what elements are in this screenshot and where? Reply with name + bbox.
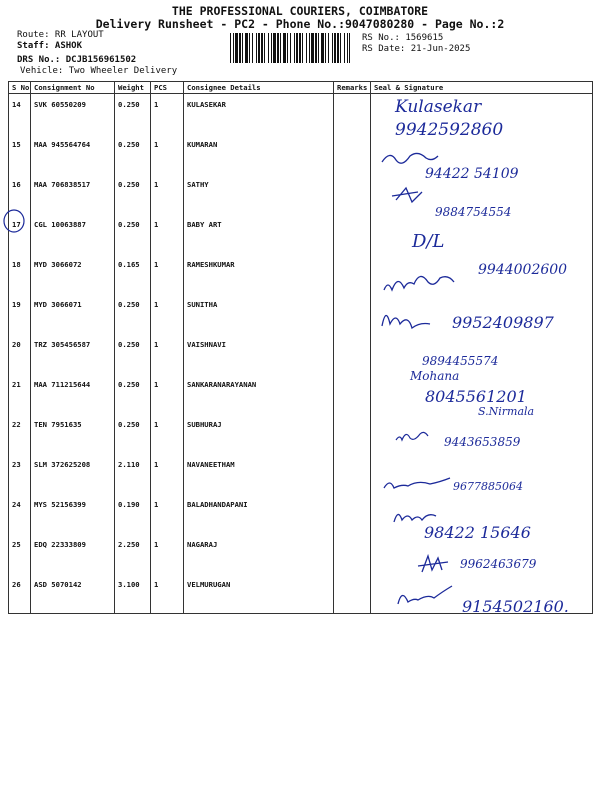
cell-pcs: 1 — [151, 454, 184, 494]
cell-weight: 0.165 — [115, 254, 151, 294]
barcode — [230, 33, 350, 63]
barcode-bar — [311, 33, 314, 63]
barcode-bar — [258, 33, 260, 63]
cell-sno: 26 — [9, 574, 31, 614]
handwritten-phone: 9884754554 — [435, 205, 512, 219]
cell-pcs: 1 — [151, 414, 184, 454]
barcode-bar — [347, 33, 348, 63]
barcode-bar — [235, 33, 238, 63]
barcode-bar — [290, 33, 291, 63]
cell-weight: 0.190 — [115, 494, 151, 534]
barcode-bar — [271, 33, 272, 63]
cell-sno: 15 — [9, 134, 31, 174]
cell-signature — [371, 334, 593, 374]
table-row — [9, 294, 593, 334]
barcode-bar — [230, 33, 231, 63]
table-row — [9, 334, 593, 374]
table-row — [9, 454, 593, 494]
barcode-bar — [287, 33, 288, 63]
cell-remarks — [334, 174, 371, 214]
cell-consignment: CGL 10063887 — [31, 214, 115, 254]
table-header-row — [9, 82, 593, 94]
cell-signature — [371, 134, 593, 174]
cell-weight: 0.250 — [115, 174, 151, 214]
handwritten-mark: D/L — [412, 231, 445, 252]
cell-signature — [371, 574, 593, 614]
cell-weight: 3.100 — [115, 574, 151, 614]
cell-consignee: BABY ART — [184, 214, 334, 254]
barcode-bar — [264, 33, 265, 63]
cell-pcs: 1 — [151, 374, 184, 414]
table-row — [9, 494, 593, 534]
cell-consignee: BALADHANDAPANI — [184, 494, 334, 534]
table-row — [9, 534, 593, 574]
runsheet-table — [8, 81, 593, 614]
cell-sno: 23 — [9, 454, 31, 494]
barcode-bar — [268, 33, 269, 63]
company-title: THE PROFESSIONAL COURIERS, COIMBATORE — [171, 4, 429, 18]
cell-consignee: VELMURUGAN — [184, 574, 334, 614]
barcode-bar — [296, 33, 298, 63]
handwritten-phone: 9894455574 — [422, 354, 499, 368]
cell-consignee: SATHY — [184, 174, 334, 214]
cell-weight: 0.250 — [115, 374, 151, 414]
barcode-bar — [256, 33, 257, 63]
table-row — [9, 214, 593, 254]
cell-consignment: MYD 3066071 — [31, 294, 115, 334]
cell-consignee: VAISHNAVI — [184, 334, 334, 374]
cell-weight: 0.250 — [115, 334, 151, 374]
cell-signature — [371, 174, 593, 214]
rs-number: RS No.: 1569615 — [362, 33, 444, 43]
table-row — [9, 134, 593, 174]
cell-remarks — [334, 214, 371, 254]
cell-signature — [371, 534, 593, 574]
cell-sno: 18 — [9, 254, 31, 294]
cell-pcs: 1 — [151, 94, 184, 134]
handwritten-phone: 9677885064 — [453, 480, 523, 493]
barcode-bar — [318, 33, 319, 63]
staff-label: Staff: ASHOK — [17, 41, 83, 51]
cell-pcs: 1 — [151, 214, 184, 254]
cell-weight: 0.250 — [115, 94, 151, 134]
handwritten-phone: 9942592860 — [395, 120, 504, 140]
cell-sno: 25 — [9, 534, 31, 574]
cell-consignment: TRZ 305456587 — [31, 334, 115, 374]
barcode-bar — [337, 33, 339, 63]
barcode-bar — [245, 33, 248, 63]
barcode-bar — [349, 33, 350, 63]
cell-sno: 16 — [9, 174, 31, 214]
barcode-bar — [344, 33, 345, 63]
barcode-bar — [277, 33, 279, 63]
cell-consignee: NAVANEETHAM — [184, 454, 334, 494]
table-row — [9, 574, 593, 614]
handwritten-name: S.Nirmala — [478, 405, 535, 418]
barcode-bar — [280, 33, 281, 63]
barcode-bar — [309, 33, 310, 63]
cell-signature — [371, 94, 593, 134]
cell-consignee: KUMARAN — [184, 134, 334, 174]
cell-remarks — [334, 534, 371, 574]
cell-consignee: RAMESHKUMAR — [184, 254, 334, 294]
cell-pcs: 1 — [151, 134, 184, 174]
cell-weight: 0.250 — [115, 134, 151, 174]
cell-consignment: MAA 706838517 — [31, 174, 115, 214]
barcode-bar — [334, 33, 336, 63]
cell-weight: 2.110 — [115, 454, 151, 494]
cell-consignment: SLM 372625208 — [31, 454, 115, 494]
cell-consignee: SUBHURAJ — [184, 414, 334, 454]
cell-consignment: EDQ 22333809 — [31, 534, 115, 574]
handwritten-phone: 9443653859 — [444, 435, 521, 449]
cell-signature — [371, 254, 593, 294]
cell-remarks — [334, 94, 371, 134]
cell-remarks — [334, 374, 371, 414]
cell-sno: 14 — [9, 94, 31, 134]
cell-pcs: 1 — [151, 174, 184, 214]
cell-weight: 0.250 — [115, 414, 151, 454]
cell-weight: 2.250 — [115, 534, 151, 574]
table-row — [9, 414, 593, 454]
col-header-weight: Weight — [115, 82, 151, 94]
table-row — [9, 94, 593, 134]
vehicle-label: Vehicle: Two Wheeler Delivery — [20, 66, 178, 76]
barcode-bar — [242, 33, 243, 63]
cell-remarks — [334, 574, 371, 614]
cell-sno: 24 — [9, 494, 31, 534]
cell-pcs: 1 — [151, 494, 184, 534]
barcode-bar — [261, 33, 263, 63]
handwritten-phone: 9154502160. — [462, 597, 569, 616]
cell-signature — [371, 494, 593, 534]
cell-consignment: MYS 52156399 — [31, 494, 115, 534]
cell-remarks — [334, 134, 371, 174]
col-header-pcs: PCS — [151, 82, 184, 94]
handwritten-phone: 94422 54109 — [425, 166, 519, 182]
handwritten-phone: 8045561201 — [425, 387, 527, 406]
barcode-bar — [328, 33, 329, 63]
cell-sno: 21 — [9, 374, 31, 414]
cell-sno: 19 — [9, 294, 31, 334]
cell-signature — [371, 454, 593, 494]
cell-remarks — [334, 334, 371, 374]
barcode-bar — [249, 33, 250, 63]
barcode-bar — [325, 33, 326, 63]
cell-signature — [371, 414, 593, 454]
cell-pcs: 1 — [151, 574, 184, 614]
cell-consignee: KULASEKAR — [184, 94, 334, 134]
barcode-bar — [315, 33, 317, 63]
cell-consignee: SANKARANARAYANAN — [184, 374, 334, 414]
cell-weight: 0.250 — [115, 214, 151, 254]
cell-remarks — [334, 254, 371, 294]
cell-pcs: 1 — [151, 334, 184, 374]
barcode-bar — [332, 33, 333, 63]
cell-remarks — [334, 414, 371, 454]
barcode-bar — [273, 33, 276, 63]
cell-sno: 22 — [9, 414, 31, 454]
cell-consignment: MYD 3066072 — [31, 254, 115, 294]
handwritten-name: Mohana — [410, 369, 460, 383]
rs-date: RS Date: 21-Jun-2025 — [362, 44, 471, 54]
cell-consignment: ASD 5070142 — [31, 574, 115, 614]
barcode-bar — [302, 33, 303, 63]
drs-number: DRS No.: DCJB156961502 — [17, 55, 137, 65]
col-header-consignment: Consignment No — [31, 82, 115, 94]
cell-pcs: 1 — [151, 254, 184, 294]
runsheet-subtitle: Delivery Runsheet - PC2 - Phone No.:9047080280 - Page No.:2 — [95, 17, 505, 31]
col-header-remarks: Remarks — [334, 82, 371, 94]
barcode-bar — [283, 33, 286, 63]
cell-consignment: SVK 60550209 — [31, 94, 115, 134]
cell-signature — [371, 294, 593, 334]
cell-signature — [371, 214, 593, 254]
cell-consignment: MAA 945564764 — [31, 134, 115, 174]
table-row — [9, 254, 593, 294]
cell-consignee: SUNITHA — [184, 294, 334, 334]
handwritten-phone: 98422 15646 — [424, 523, 531, 542]
cell-remarks — [334, 454, 371, 494]
col-header-signature: Seal & Signature — [371, 82, 593, 94]
handwritten-name: Kulasekar — [395, 97, 482, 117]
cell-remarks — [334, 494, 371, 534]
barcode-bar — [321, 33, 324, 63]
route-label: Route: RR LAYOUT — [17, 30, 104, 40]
barcode-bar — [294, 33, 295, 63]
cell-signature — [371, 374, 593, 414]
table-row — [9, 174, 593, 214]
barcode-bar — [340, 33, 341, 63]
cell-consignment: TEN 7951635 — [31, 414, 115, 454]
barcode-bar — [239, 33, 241, 63]
barcode-bar — [299, 33, 301, 63]
cell-sno: 17 — [9, 214, 31, 254]
handwritten-phone: 9944002600 — [478, 262, 568, 278]
handwritten-phone: 9962463679 — [460, 557, 537, 571]
handwritten-phone: 9952409897 — [452, 313, 554, 332]
table-row — [9, 374, 593, 414]
cell-consignee: NAGARAJ — [184, 534, 334, 574]
cell-consignment: MAA 711215644 — [31, 374, 115, 414]
cell-pcs: 1 — [151, 294, 184, 334]
cell-sno: 20 — [9, 334, 31, 374]
cell-remarks — [334, 294, 371, 334]
cell-weight: 0.250 — [115, 294, 151, 334]
cell-pcs: 1 — [151, 534, 184, 574]
barcode-bar — [252, 33, 253, 63]
col-header-sno: S No — [9, 82, 31, 94]
barcode-bar — [306, 33, 307, 63]
barcode-bar — [233, 33, 234, 63]
col-header-consignee: Consignee Details — [184, 82, 334, 94]
